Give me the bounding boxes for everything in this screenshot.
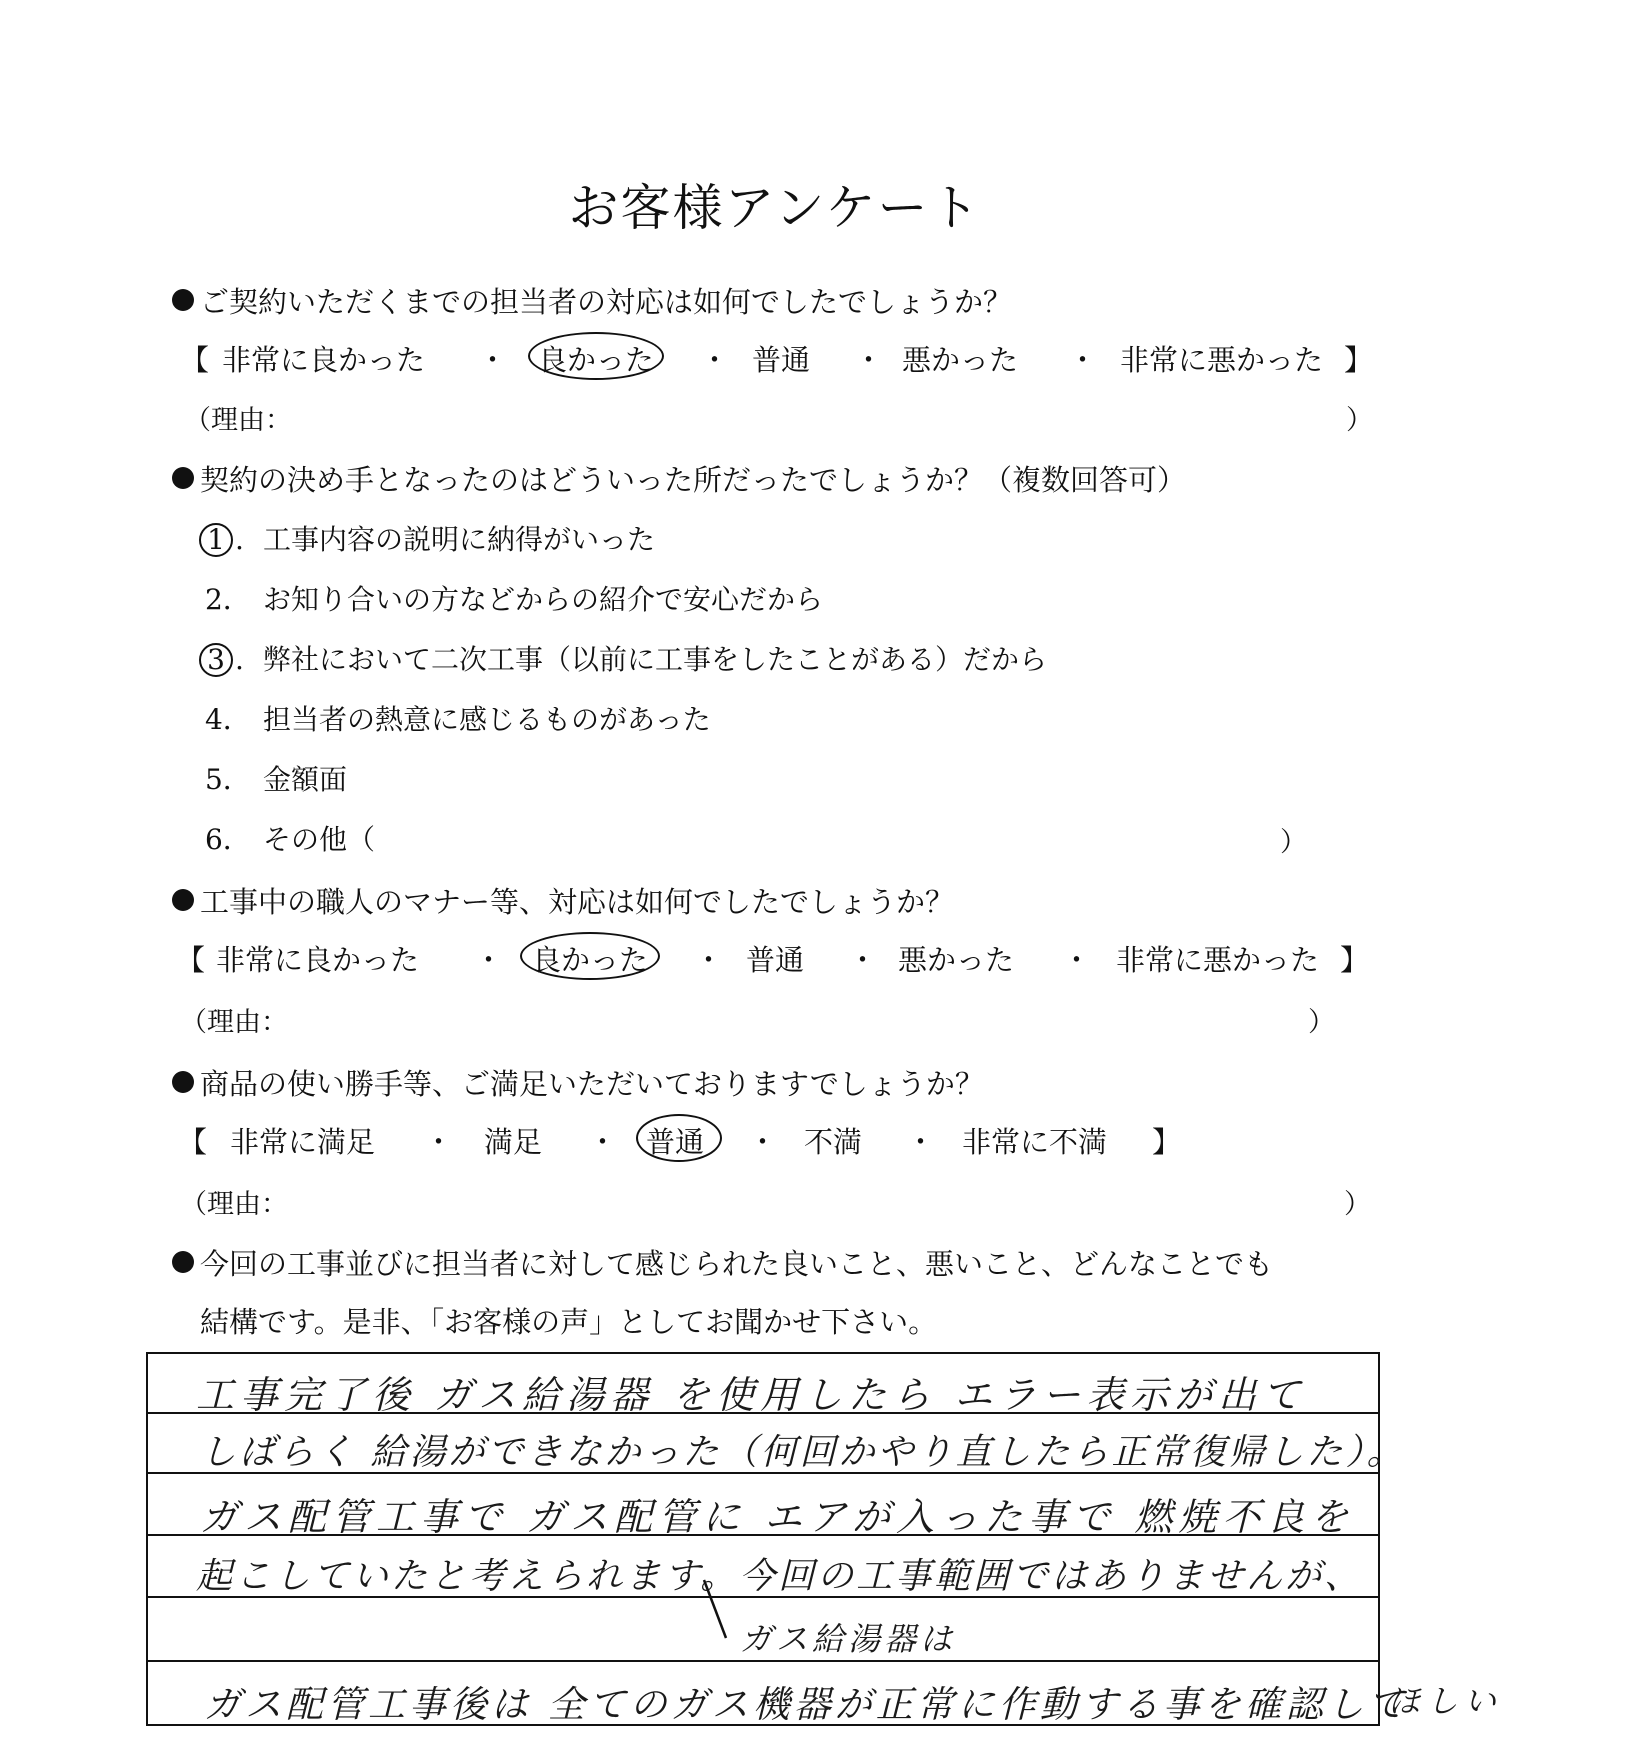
q2-item-1-number: 1	[199, 523, 233, 557]
q3-sep-4: ・	[1062, 943, 1092, 977]
q4-option-1[interactable]: 非常に満足	[230, 1125, 376, 1159]
q4-selected-circle	[636, 1114, 722, 1162]
bullet-icon	[172, 467, 194, 489]
q2-item-2[interactable]: 2． お知り合いの方などからの紹介で安心だから	[205, 583, 824, 616]
q3-option-3[interactable]: 普通	[746, 943, 805, 977]
q3-option-2[interactable]: 良かった	[532, 943, 649, 977]
question-1-text: ご契約いただくまでの担当者の対応は如何でしたでしょうか？	[200, 285, 1013, 319]
q3-sep-3: ・	[848, 943, 878, 977]
q1-bracket-open: 【	[180, 343, 210, 377]
q4-option-4[interactable]: 不満	[804, 1125, 863, 1159]
q4-reason-close: ）	[1344, 1189, 1371, 1220]
question-3-text: 工事中の職人のマナー等、対応は如何でしたでしょうか？	[200, 885, 955, 919]
question-4-text: 商品の使い勝手等、ご満足いただいておりますでしょうか？	[200, 1067, 984, 1101]
q1-reason-close: ）	[1346, 405, 1373, 436]
q3-reason-close: ）	[1308, 1007, 1335, 1038]
q3-option-5[interactable]: 非常に悪かった	[1116, 943, 1320, 977]
q2-item-5-number: 5	[205, 763, 223, 796]
q4-sep-3: ・	[748, 1125, 778, 1159]
question-1	[172, 280, 1012, 321]
insertion-mark-icon	[696, 1576, 756, 1646]
q2-item-1[interactable]: 1 . 工事内容の説明に納得がいった	[205, 518, 655, 558]
comment-line-1: 工事完了後 ガス給湯器 を使用したら エラー表示が出て	[196, 1373, 1307, 1417]
q3-selected-circle	[520, 932, 660, 980]
q2-item-3-number: 3	[199, 643, 233, 677]
q4-option-3[interactable]: 普通	[646, 1125, 705, 1159]
q1-option-5[interactable]: 非常に悪かった	[1120, 343, 1324, 377]
q2-item-1-text: 工事内容の説明に納得がいった	[263, 523, 656, 556]
q1-sep-3: ・	[854, 343, 884, 377]
q2-item-6-text: その他（	[263, 823, 376, 856]
q3-sep-1: ・	[474, 943, 504, 977]
q1-option-1[interactable]: 非常に良かった	[222, 343, 426, 377]
question-5-text-line-2: 結構です。是非、「お客様の声」としてお聞かせ下さい。	[200, 1305, 938, 1339]
q4-sep-4: ・	[906, 1125, 936, 1159]
q1-reason-label: （理由：	[184, 405, 292, 436]
q3-option-4[interactable]: 悪かった	[898, 943, 1015, 977]
q2-item-3-text: 弊社において二次工事（以前に工事をしたことがある）だから	[263, 643, 1048, 676]
q4-reason-label: （理由：	[180, 1189, 288, 1220]
q2-item-6[interactable]: 6． その他（	[205, 823, 376, 856]
bullet-icon	[172, 289, 194, 311]
q2-item-4-number: 4	[205, 703, 223, 736]
comment-insert: ガス給湯器は	[740, 1620, 957, 1658]
q4-bracket-close: 】	[1152, 1125, 1182, 1159]
q4-option-5[interactable]: 非常に不満	[962, 1125, 1108, 1159]
q1-bracket-close: 】	[1344, 343, 1374, 377]
comment-line-4: 起こしていたと考えられます。今回の工事範囲ではありませんが、	[196, 1556, 1364, 1597]
q1-option-4[interactable]: 悪かった	[902, 343, 1019, 377]
q4-sep-2: ・	[588, 1125, 618, 1159]
q4-bracket-open: 【	[178, 1125, 208, 1159]
q1-selected-circle	[528, 332, 664, 380]
question-5-text-line-1: 今回の工事並びに担当者に対して感じられた良いこと、悪いこと、どんなことでも	[200, 1247, 1274, 1281]
comment-line-6-tail: ほしい	[1388, 1682, 1503, 1720]
q3-reason-label: （理由：	[180, 1007, 288, 1038]
q2-item-5-text: 金額面	[263, 763, 348, 796]
q1-option-2[interactable]: 良かった	[538, 343, 655, 377]
bullet-icon	[172, 1251, 194, 1273]
q2-item-2-number: 2	[205, 583, 223, 616]
question-2	[172, 458, 1186, 499]
comment-rule	[148, 1660, 1378, 1662]
question-5	[172, 1242, 1273, 1283]
q2-item-4[interactable]: 4． 担当者の熱意に感じるものがあった	[205, 703, 711, 736]
comment-line-6: ガス配管工事後は 全てのガス機器が正常に作動する事を確認して	[204, 1683, 1409, 1726]
q2-item-6-number: 6	[205, 823, 223, 856]
q2-item-2-text: お知り合いの方などからの紹介で安心だから	[263, 583, 824, 616]
question-2-text: 契約の決め手となったのはどういった所だったでしょうか？（複数回答可）	[200, 463, 1187, 497]
q1-sep-4: ・	[1068, 343, 1098, 377]
q1-sep-2: ・	[700, 343, 730, 377]
q3-bracket-open: 【	[176, 943, 206, 977]
q3-bracket-close: 】	[1340, 943, 1370, 977]
comment-line-2: しばらく 給湯ができなかった（何回かやり直したら正常復帰した）。	[200, 1432, 1406, 1473]
question-4	[172, 1062, 984, 1103]
q3-option-1[interactable]: 非常に良かった	[216, 943, 420, 977]
comment-line-3: ガス配管工事で ガス配管に エアが入った事で 燃焼不良を	[200, 1495, 1355, 1539]
q2-other-close: ）	[1280, 827, 1307, 858]
q1-sep-1: ・	[478, 343, 508, 377]
q4-option-2[interactable]: 満足	[484, 1125, 543, 1159]
q1-option-3[interactable]: 普通	[752, 343, 811, 377]
bullet-icon	[172, 889, 194, 911]
q2-item-4-text: 担当者の熱意に感じるものがあった	[263, 703, 711, 736]
page-title: お客様アンケート	[568, 179, 982, 237]
q3-sep-2: ・	[694, 943, 724, 977]
q2-item-3[interactable]: 3 . 弊社において二次工事（以前に工事をしたことがある）だから	[205, 638, 1047, 678]
q4-sep-1: ・	[424, 1125, 454, 1159]
question-3	[172, 880, 954, 921]
bullet-icon	[172, 1071, 194, 1093]
q2-item-5[interactable]: 5． 金額面	[205, 763, 348, 796]
